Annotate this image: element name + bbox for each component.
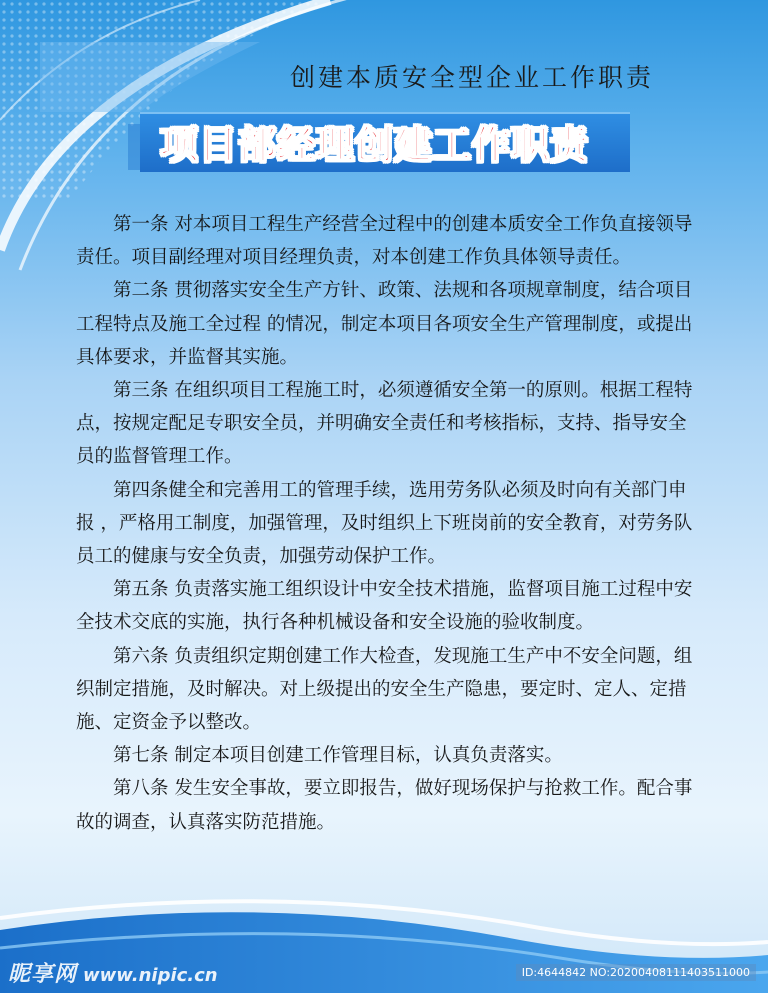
article-4: 第四条健全和完善用工的管理手续，选用劳务队必须及时向有关部门申报 ，严格用工制度，加强管理，及时组织上下班岗前的安全教育，对劳务队员工的健康与安全负责，加强劳动保护工作。 [76,479,693,568]
article-6: 第六条 负责组织定期创建工作大检查，发现施工生产中不安全问题，组织制定措施，及时解决。对上级提出的安全生产隐患，要定时、定人、定措施、定资金予以整改。 [76,645,693,734]
poster-title: 项目部经理创建工作职责 [160,123,590,167]
article-3: 第三条 在组织项目工程施工时，必须遵循安全第一的原则。根据工程特点，按规定配足专职安全员，并明确安全责任和考核指标，支持、指导安全员的监督管理工作。 [76,380,693,468]
article-2: 第二条 贯彻落实安全生产方针、政策、法规和各项规章制度，结合项目工程特点及施工全过程 的情况，制定本项目各项安全生产管理制度，或提出具体要求，并监督其实施。 [76,280,693,368]
poster-subtitle: 创建本质安全型企业工作职责 [290,63,655,92]
watermark-image-id: ID:4644842 NO:20200408111403511000 [516,964,756,981]
duties-content [76,208,696,839]
watermark-brand [8,957,218,988]
article-7: 第七条 制定本项目创建工作管理目标，认真负责落实。 [113,745,563,767]
watermark-url: www.nipic.cn [83,965,218,986]
article-1: 第一条 对本项目工程生产经营全过程中的创建本质安全工作负直接领导责任。项目副经理对项目经理负责，对本创建工作负具体领导责任。 [76,214,693,269]
watermark-brand-name: 昵享网 [8,962,78,987]
article-5: 第五条 负责落实施工组织设计中安全技术措施，监督项目施工过程中安全技术交底的实施，执行各种机械设备和安全设施的验收制度。 [76,579,693,634]
article-8: 第八条 发生安全事故，要立即报告，做好现场保护与抢救工作。配合事故的调查，认真落实防范措施。 [76,778,693,833]
